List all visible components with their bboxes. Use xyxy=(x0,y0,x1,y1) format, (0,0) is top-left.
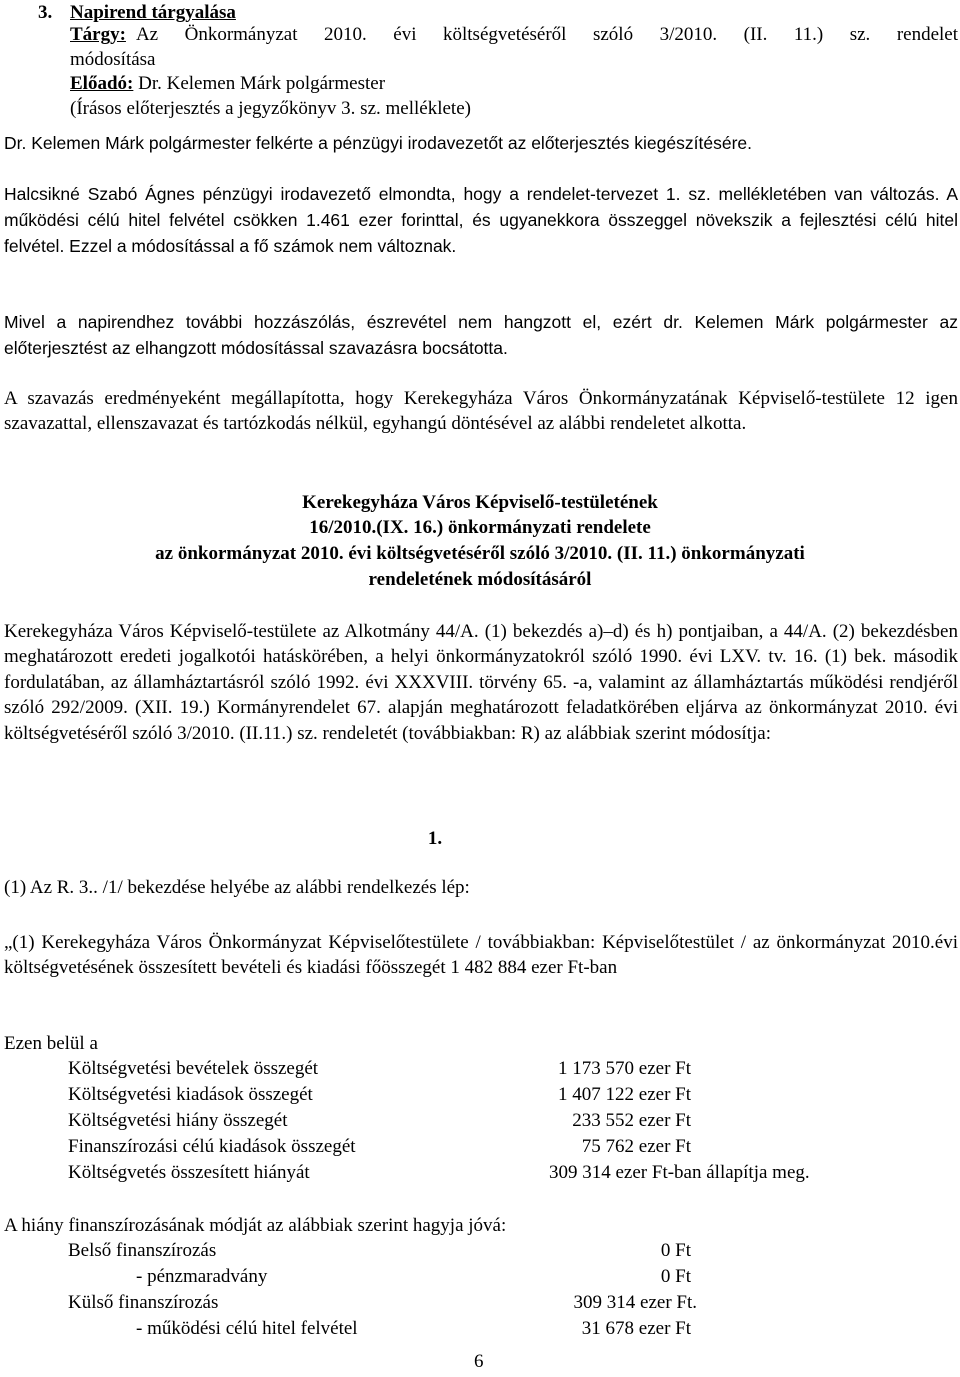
decree-title-line4: rendeletének módosításáról xyxy=(368,569,592,590)
financing-row-amount: 309 314 ezer Ft. xyxy=(573,1292,697,1313)
paragraph-explanation: Halcsikné Szabó Ágnes pénzügyi irodavezető elmondta, hogy a rendelet-tervezet 1. sz. mellékletében van változás. A működési célú hitel felvétel csökken 1.461 ezer forinttal, és ugyanekkora összeggel növekszik a fejlesztési célú hitel felvétel. Ezzel a módosítással a fő számok nem változnak. xyxy=(4,184,958,256)
subject-line xyxy=(70,23,958,47)
decree-title-line2: 16/2010.(IX. 16.) önkormányzati rendelete xyxy=(309,517,651,538)
financing-row-label: Külső finanszírozás xyxy=(68,1292,219,1313)
presenter-line xyxy=(70,72,385,96)
within-label: Ezen belül a xyxy=(4,1033,98,1054)
paragraph-request: Dr. Kelemen Márk polgármester felkérte a pénzügyi irodavezetőt az előterjesztés kiegészítésére. xyxy=(4,133,752,153)
attachment-note: (Írásos előterjesztés a jegyzőkönyv 3. sz. melléklete) xyxy=(70,98,471,119)
budget-row-amount: 233 552 ezer Ft xyxy=(572,1110,691,1131)
budget-row-label: Költségvetési bevételek összegét xyxy=(68,1058,319,1079)
decree-preamble: Kerekegyháza Város Képviselő-testülete az Alkotmány 44/A. (1) bekezdés a)–d) és h) pontjaiban, a 44/A. (2) bekezdésben meghatározott eredeti jogalkotói hatáskörében, a helyi önkormányzatokról szóló 1990. évi LXV. tv. 16. (1) bek. második fordulatában, az államháztartásról szóló 1992. évi XXXVIII. törvény 65. -a, valamint az államháztartás működési rendjéről szóló 292/2009. (XII. 19.) Kormányrendelet 67. alapján meghatározott feladatkörében eljárva az önkormányzat 2010. évi költségvetéséről szóló 3/2010. (II.11.) sz. rendeletét (továbbiakban: R) az alábbiak szerint módosítja: xyxy=(4,621,958,744)
decree-title-line1: Kerekegyháza Város Képviselő-testületének xyxy=(302,492,658,513)
page-number: 6 xyxy=(474,1351,484,1372)
decree-title-line3: az önkormányzat 2010. évi költségvetéséről szóló 3/2010. (II. 11.) önkormányzati xyxy=(155,543,805,564)
presenter-name: Dr. Kelemen Márk polgármester xyxy=(138,73,386,94)
budget-row-amount: 75 762 ezer Ft xyxy=(581,1136,691,1157)
financing-row-amount: 0 Ft xyxy=(660,1266,691,1287)
financing-row-amount: 31 678 ezer Ft xyxy=(581,1318,691,1339)
financing-row-label: - pénzmaradvány xyxy=(136,1266,268,1287)
section-text: (1) Az R. 3.. /1/ bekezdése helyébe az alábbi rendelkezés lép: xyxy=(4,877,470,898)
budget-row-label: Költségvetési hiány összegét xyxy=(68,1110,288,1131)
subject-label: Tárgy: xyxy=(70,24,126,45)
agenda-heading: Napirend tárgyalása xyxy=(70,2,236,23)
subject-text: Az Önkormányzat 2010. évi költségvetéséről szóló 3/2010. (II. 11.) sz. rendelet xyxy=(135,24,958,45)
financing-intro: A hiány finanszírozásának módját az alábbiak szerint hagyja jóvá: xyxy=(4,1215,507,1236)
agenda-number: 3. xyxy=(38,2,53,23)
financing-row-label: Belső finanszírozás xyxy=(68,1240,217,1261)
budget-row-label: Finanszírozási célú kiadások összegét xyxy=(68,1136,356,1157)
budget-row-amount: 309 314 ezer Ft-ban állapítja meg. xyxy=(549,1162,810,1183)
quoted-provision: „(1) Kerekegyháza Város Önkormányzat Képviselőtestülete / továbbiakban: Képviselőtestület / az önkormányzat 2010.évi költségvetésének összesített bevételi és kiadási főösszegét 1 482 884 ezer Ft-ban xyxy=(4,932,958,979)
subject-text-cont: módosítása xyxy=(70,49,156,70)
paragraph-vote-result: A szavazás eredményeként megállapította, hogy Kerekegyháza Város Önkormányzatának Képviselő-testülete 12 igen szavazattal, ellenszavazat és tartózkodás nélkül, egyhangú döntésével az alábbi rendeletet alkotta. xyxy=(4,388,958,435)
section-number: 1. xyxy=(427,828,443,849)
financing-row-label: - működési célú hitel felvétel xyxy=(136,1318,358,1339)
financing-row-amount: 0 Ft xyxy=(660,1240,691,1261)
budget-row-amount: 1 173 570 ezer Ft xyxy=(558,1058,691,1079)
budget-row-label: Költségvetési kiadások összegét xyxy=(68,1084,313,1105)
presenter-label: Előadó: xyxy=(70,73,134,94)
budget-row-label: Költségvetés összesített hiányát xyxy=(68,1162,310,1183)
paragraph-vote-call: Mivel a napirendhez további hozzászólás, észrevétel nem hangzott el, ezért dr. Kelemen Márk polgármester az előterjesztést az elhangzott módosítással szavazásra bocsátotta. xyxy=(4,312,958,358)
budget-row-amount: 1 407 122 ezer Ft xyxy=(558,1084,691,1105)
